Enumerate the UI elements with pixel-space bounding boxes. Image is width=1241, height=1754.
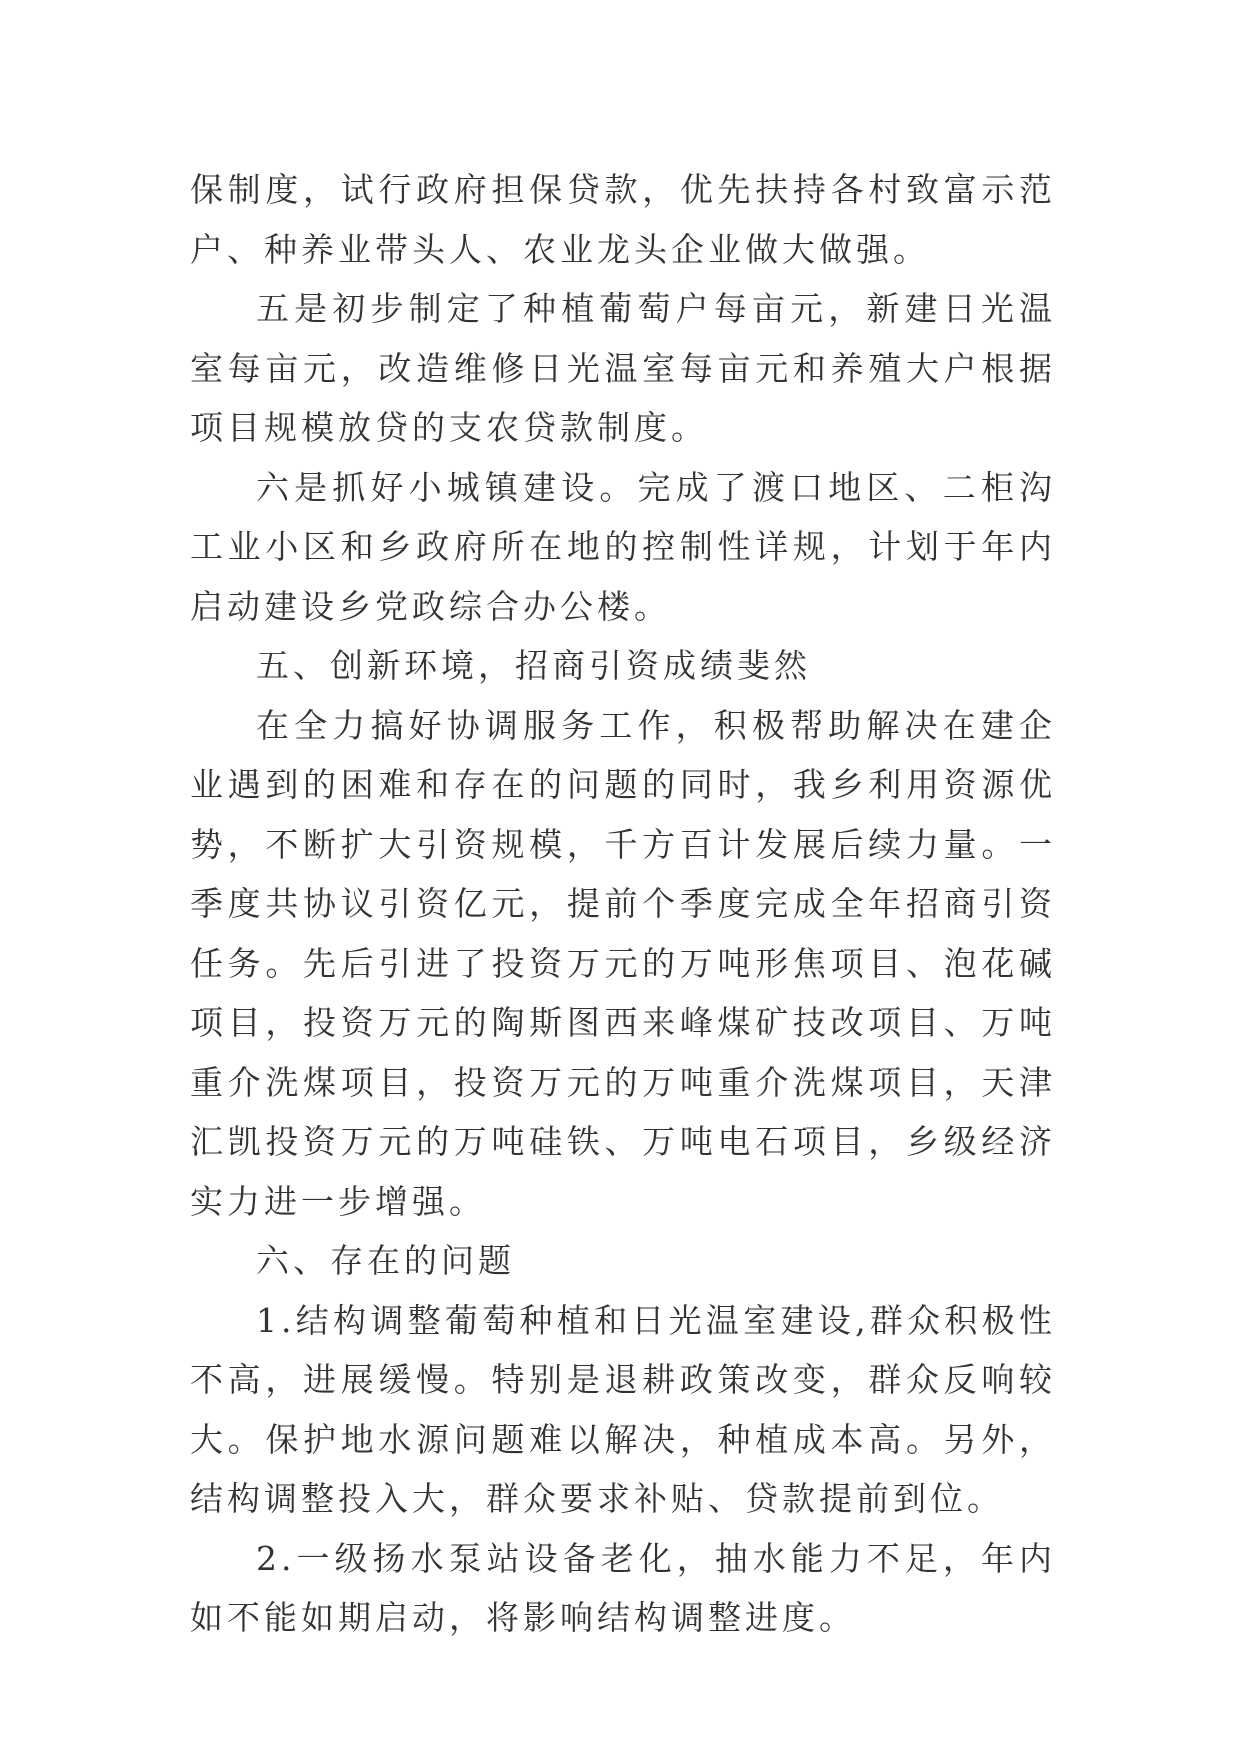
document-body	[190, 160, 1056, 1648]
issue-item-1: 1.结构调整葡萄种植和日光温室建设,群众积极性不高，进展缓慢。特别是退耕政策改变，群众反响较大。保护地水源问题难以解决，种植成本高。另外，结构调整投入大，群众要求补贴、贷款提前到位。	[190, 1300, 1056, 1518]
section-heading-6: 六、存在的问题	[256, 1241, 515, 1280]
paragraph-2: 五是初步制定了种植葡萄户每亩元，新建日光温室每亩元，改造维修日光温室每亩元和养殖大户根据项目规模放贷的支农贷款制度。	[190, 289, 1056, 447]
section-heading-5: 五、创新环境，招商引资成绩斐然	[256, 646, 811, 685]
paragraph-1: 保制度，试行政府担保贷款，优先扶持各村致富示范户、种养业带头人、农业龙头企业做大做强。	[190, 170, 1056, 269]
paragraph-investment: 在全力搞好协调服务工作，积极帮助解决在建企业遇到的困难和存在的问题的同时，我乡利用资源优势，不断扩大引资规模，千方百计发展后续力量。一季度共协议引资亿元，提前个季度完成全年招商引资任务。先后引进了投资万元的万吨形焦项目、泡花碱项目，投资万元的陶斯图西来峰煤矿技改项目、万吨重介洗煤项目，投资万元的万吨重介洗煤项目，天津汇凯投资万元的万吨硅铁、万吨电石项目，乡级经济实力进一步增强。	[190, 705, 1056, 1221]
paragraph-3: 六是抓好小城镇建设。完成了渡口地区、二柜沟工业小区和乡政府所在地的控制性详规，计划于年内启动建设乡党政综合办公楼。	[190, 467, 1056, 626]
issue-item-2: 2.一级扬水泵站设备老化，抽水能力不足，年内如不能如期启动，将影响结构调整进度。	[190, 1538, 1056, 1637]
